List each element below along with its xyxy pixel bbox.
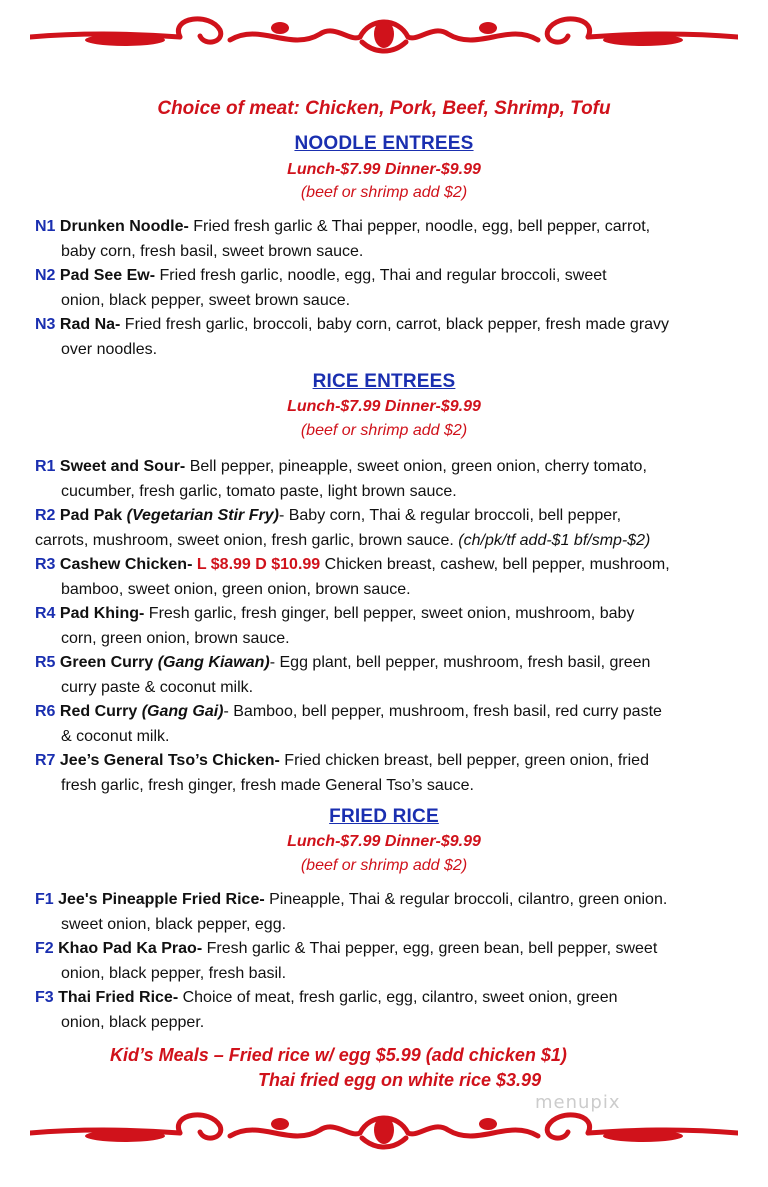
list-item: N1 Drunken Noodle- Fried fresh garlic & Thai pepper, noodle, egg, bell pepper, carrot, baby corn, fresh basil, sweet brown sauce. — [35, 218, 651, 260]
rice-list — [35, 455, 745, 798]
rice-title: RICE ENTREES — [312, 371, 456, 392]
noodle-list — [35, 215, 745, 362]
fried-list — [35, 888, 745, 1035]
top-ornament — [30, 12, 738, 62]
list-item: F1 Jee's Pineapple Fried Rice- Pineapple, Thai & regular broccoli, cilantro, green onion. sweet onion, black pepper, egg. — [35, 891, 668, 933]
noodle-title: NOODLE ENTREES — [294, 133, 474, 154]
list-item: R7 Jee’s General Tso’s Chicken- Fried chicken breast, bell pepper, green onion, fried fresh garlic, fresh ginger, fresh made General Tso’s sauce. — [35, 752, 649, 794]
fried-title: FRIED RICE — [329, 806, 439, 827]
list-item: R4 Pad Khing- Fresh garlic, fresh ginger, bell pepper, sweet onion, mushroom, baby corn, green onion, brown sauce. — [35, 605, 635, 647]
fried-addon: (beef or shrimp add $2) — [300, 857, 468, 874]
list-item: R3 Cashew Chicken- L $8.99 D $10.99 Chicken breast, cashew, bell pepper, mushroom, bamboo, sweet onion, green onion, brown sauce. — [35, 556, 670, 598]
list-item: R2 Pad Pak (Vegetarian Stir Fry)- Baby corn, Thai & regular broccoli, bell pepper, carrots, mushroom, sweet onion, fresh garlic, brown sauce. (ch/pk/tf add-$1 bf/smp-$2) — [35, 507, 651, 549]
rice-price: Lunch-$7.99 Dinner-$9.99 — [287, 398, 481, 415]
list-item: N2 Pad See Ew- Fried fresh garlic, noodle, egg, Thai and regular broccoli, sweet onion, black pepper, sweet brown sauce. — [35, 267, 607, 309]
list-item: F3 Thai Fried Rice- Choice of meat, fresh garlic, egg, cilantro, sweet onion, green onion, black pepper. — [35, 989, 618, 1031]
meat-choice: Choice of meat: Chicken, Pork, Beef, Shrimp, Tofu — [157, 98, 611, 119]
list-item: R1 Sweet and Sour- Bell pepper, pineapple, sweet onion, green onion, cherry tomato, cucumber, fresh garlic, tomato paste, light brown sauce. — [35, 458, 647, 500]
fried-price: Lunch-$7.99 Dinner-$9.99 — [287, 833, 481, 850]
kids-meals — [110, 1043, 710, 1093]
list-item: F2 Khao Pad Ka Prao- Fresh garlic & Thai pepper, egg, green bean, bell pepper, sweet onion, black pepper, fresh basil. — [35, 940, 658, 982]
noodle-price: Lunch-$7.99 Dinner-$9.99 — [287, 161, 481, 178]
list-item: R6 Red Curry (Gang Gai)- Bamboo, bell pepper, mushroom, fresh basil, red curry paste & coconut milk. — [35, 703, 662, 745]
list-item: N3 Rad Na- Fried fresh garlic, broccoli, baby corn, carrot, black pepper, fresh made gravy over noodles. — [35, 316, 670, 358]
bottom-ornament — [30, 1108, 738, 1158]
kids-line-2: Thai fried egg on white rice $3.99 — [258, 1070, 542, 1090]
rice-addon: (beef or shrimp add $2) — [300, 422, 468, 439]
watermark: menupix — [535, 1092, 621, 1113]
noodle-addon: (beef or shrimp add $2) — [300, 184, 468, 201]
kids-line-1: Kid’s Meals – Fried rice w/ egg $5.99 (add chicken $1) — [110, 1045, 567, 1065]
list-item: R5 Green Curry (Gang Kiawan)- Egg plant, bell pepper, mushroom, fresh basil, green curry paste & coconut milk. — [35, 654, 651, 696]
